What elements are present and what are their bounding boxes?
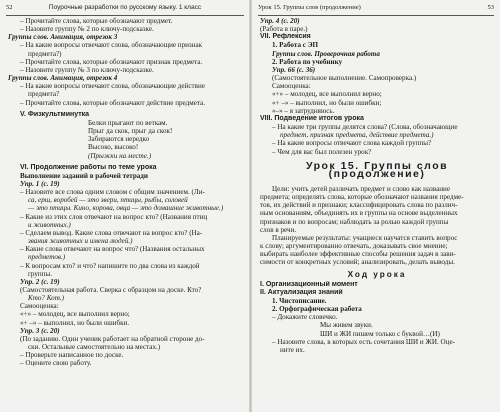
- text-line: Высоко, высоко!: [88, 143, 139, 152]
- text-line: Кто? Кот.): [28, 294, 65, 303]
- text-line: – Назовите все слова одним словом с общим значением. (Ли-: [20, 188, 205, 197]
- lesson-title: Урок 15. Группы слов (продолжение): [305, 159, 449, 180]
- text-line: VI. Продолжение работы по теме урока: [20, 163, 157, 171]
- text-line: ски. Остальные самостоятельно на местах.): [28, 343, 161, 352]
- text-line: симости от конкретных условий; анализировать, делать выводы.: [260, 258, 455, 267]
- text-line: предмет, признак предмета, действие предмета.): [280, 131, 434, 140]
- text-line: Упр. 66 (с. 36): [272, 65, 316, 74]
- text-line: Группы слов. Анимация, отрезок 3: [8, 33, 118, 42]
- right-page: [252, 0, 500, 412]
- text-line: «+» – молодец, все выполнил верно;: [20, 310, 130, 319]
- text-line: – Назовите группу № 2 по ключу-подсказке.: [20, 25, 154, 34]
- text-line: VIII. Подведение итогов урока: [260, 114, 364, 122]
- lesson-course-heading: Ход урока: [347, 269, 407, 279]
- text-line: Упр. 2 (с. 19): [20, 277, 60, 286]
- text-line: – Оцените свою работу.: [20, 359, 92, 368]
- text-line: Упр. 3 (с. 20): [20, 326, 60, 335]
- text-line: – Прочитайте слова, которые обозначают признак предмета.: [20, 57, 203, 66]
- text-line: 1. Работа с ЭП: [272, 41, 319, 50]
- text-line: «+» – молодец, все выполнил верно;: [272, 90, 382, 99]
- text-line: 2. Орфографическая работа: [272, 305, 362, 314]
- text-line: Упр. 4 (с. 20): [260, 17, 300, 25]
- text-line: Планируемые результаты: учащиеся научатся ставить вопрос: [272, 233, 458, 242]
- text-line: (Самостоятельная работа. Сверка с образцом на доске. Кто?: [20, 286, 202, 294]
- text-line: – Прочитайте слова, которые обозначают действие предмета.: [20, 98, 205, 107]
- text-line: предметов.): [28, 253, 66, 262]
- text-line: (Прыжки на месте.): [88, 151, 152, 160]
- text-line: и животных.): [28, 220, 71, 229]
- text-line: Мы живем звуки.: [320, 321, 373, 330]
- text-line: тов, их действий и признаки; классифицировать слова по различ-: [260, 201, 458, 210]
- text-line: слов в речи.: [260, 225, 297, 234]
- text-line: Упр. 1 (с. 19): [20, 179, 60, 188]
- right-page-body: [252, 16, 500, 354]
- text-line: – Проверьте написанное по доске.: [20, 351, 124, 360]
- text-line: I. Организационный момент: [260, 280, 358, 288]
- text-line: – Какие из этих слов отвечают на вопрос кто? (Названия птиц: [20, 212, 208, 221]
- right-page-header: [258, 1, 494, 16]
- text-line: «–» – я затрудняюсь.: [272, 106, 335, 115]
- text-line: группы.: [28, 269, 53, 278]
- text-line: – К вопросам кто? и что? напишите по два слова из каждой: [20, 261, 200, 270]
- text-line: «+ –» – выполнил, но были ошибки.: [20, 318, 130, 327]
- lesson-course: [260, 281, 494, 354]
- text-line: Прыг да скок, прыг да скок!: [88, 127, 173, 136]
- text-line: Забираются нередко: [88, 135, 150, 144]
- right-running-title: Урок 15. Группы слов (продолжение): [258, 4, 361, 11]
- text-line: Белки прыгают по веткам.: [88, 118, 168, 127]
- text-line: V. Физкультминутка: [20, 110, 90, 118]
- text-line: – Докажите словечко.: [272, 313, 338, 322]
- text-line: – Сделаем вывод. Какие слова отвечают на вопрос кто? (На-: [20, 228, 203, 237]
- text-line: ните их.: [280, 345, 305, 354]
- text-line: II. Актуализация знаний: [260, 288, 343, 296]
- text-line: признаков и по вопросам; наблюдать за ролью каждой группы: [260, 217, 449, 226]
- text-line: 1. Чистописание.: [272, 297, 327, 305]
- text-line: (По заданию. Один ученик работает на обратной стороне до-: [20, 334, 205, 343]
- text-line: предмета?): [28, 49, 62, 58]
- left-running-title: Поурочные разработки по русскому языку. 1 класс: [48, 4, 202, 11]
- text-line: – На какие вопросы отвечают слова, обозначающие признак: [20, 41, 203, 50]
- text-line: Группы слов. Анимация, отрезок 4: [8, 74, 118, 83]
- text-line: – На какие три группы делятся слова? (Слова, обозначающие: [272, 123, 458, 132]
- text-line: Выполнение заданий в рабочей тетради: [20, 171, 148, 180]
- right-page-number: 53: [487, 4, 494, 11]
- text-line: «+ –» – выполнил, но были ошибки;: [272, 98, 382, 107]
- text-line: – На какие вопросы отвечают слова, обозначающие действие: [20, 82, 205, 91]
- text-line: – Назовите слова, в которых есть сочетания ШИ и ЖИ. Оце-: [272, 337, 455, 346]
- text-line: Группы слов. Проверочная работа: [272, 49, 380, 58]
- text-line: (Самостоятельное выполнение. Самопроверка.): [272, 74, 417, 83]
- text-line: – На какие вопросы отвечают слова каждой группы?: [272, 139, 432, 148]
- text-line: — это птицы. Кино, корова, овца — это домашние животные.): [28, 204, 224, 213]
- text-line: Самооценка:: [20, 302, 59, 311]
- text-line: (Работа в паре.): [260, 25, 308, 34]
- text-line: са, ерш, воробей — это звери, птицы, рыбы, соловей: [28, 196, 188, 205]
- text-line: – Прочитайте слова, которые обозначают предмет.: [20, 17, 173, 25]
- text-line: ным основаниям, объединять их в группы на основе выделенных: [260, 209, 458, 218]
- left-page-header: [6, 1, 244, 16]
- text-line: – Чем для вас был полезен урок?: [272, 147, 372, 156]
- text-line: звания животных и имена людей.): [28, 237, 133, 246]
- text-line: предмета; определять слова, которые обозначают названия предме-: [260, 193, 464, 202]
- text-line: VII. Рефлексия: [260, 33, 311, 41]
- right-section-continued: [260, 17, 494, 156]
- text-line: Цели: учить детей различать предмет и слово как название: [272, 184, 450, 193]
- text-line: выбирать наиболее эффективные способы решения задач в зави-: [260, 250, 456, 259]
- text-line: ШИ и ЖИ пишем только с буквой…(И): [320, 329, 440, 338]
- text-line: – Назовите группу № 3 по ключу-подсказке.: [20, 65, 154, 74]
- left-page-number: 52: [6, 4, 13, 11]
- text-line: – Какие слова отвечают на вопрос что? (Названия остальных: [20, 245, 205, 254]
- text-line: 2. Работа по учебнику: [272, 57, 343, 66]
- text-line: к слову; аргументированно отвечать, доказывать свое мнение;: [260, 242, 448, 251]
- left-page-body: [0, 16, 250, 368]
- text-line: предмета?: [28, 90, 60, 99]
- lesson-goals: [260, 185, 494, 267]
- text-line: Самооценка:: [272, 82, 311, 91]
